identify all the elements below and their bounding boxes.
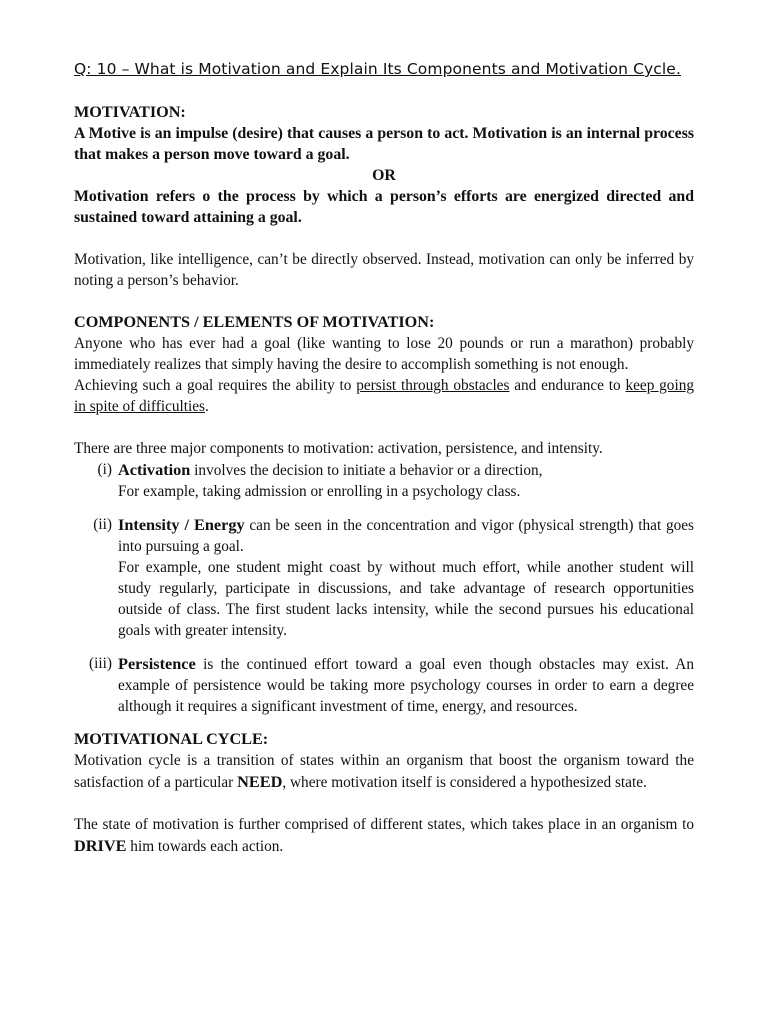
components-heading: COMPONENTS / ELEMENTS OF MOTIVATION: (74, 313, 435, 331)
components-list (74, 459, 694, 717)
list-item-activation: (i) Activation involves the decision to initiate a behavior or a direction, For example, taking admission or enrolling in a psychology class. (74, 459, 694, 502)
intensity-example: For example, one student might coast by without much effort, while another student will study regularly, participate in discussions, and take advantage of research opportunities outside of class. The first student lacks intensity, while the second pursues his educational goals with greater intensity. (118, 559, 694, 639)
motivation-note: Motivation, like intelligence, can’t be directly observed. Instead, motivation can only be inferred by noting a person’s behavior. (74, 251, 694, 289)
term-persistence: Persistence (118, 654, 196, 673)
components-paragraph-2: Achieving such a goal requires the ability to persist through obstacles and endurance to keep going in spite of difficulties. (74, 377, 695, 415)
motivation-definition-2: Motivation refers o the process by which a person’s efforts are energized directed and sustained toward attaining a goal. (74, 188, 694, 226)
list-item-intensity: (ii) Intensity / Energy can be seen in the concentration and vigor (physical strength) that goes into pursuing a goal. For example, one student might coast by without much effort, while another student will study regularly, participate in discussions, and take advantage of research opportunities outside of class. The first student lacks intensity, while the second pursues his educational goals with greater intensity. (74, 514, 694, 641)
components-paragraph-1: Anyone who has ever had a goal (like wanting to lose 20 pounds or run a marathon) probably immediately realizes that simply having the desire to accomplish something is not enough. (74, 335, 694, 373)
list-number: (i) (97, 461, 112, 478)
underlined-phrase-persist: persist through obstacles (356, 377, 510, 394)
activation-example: For example, taking admission or enrolling in a psychology class. (118, 483, 521, 500)
keyword-drive: DRIVE (74, 836, 127, 855)
cycle-heading: MOTIVATIONAL CYCLE: (74, 730, 269, 748)
list-number: (ii) (93, 516, 112, 533)
underlined-phrase-keep-going: keep going in spite of difficulties (74, 377, 695, 415)
keyword-need: NEED (237, 772, 283, 791)
document-page (74, 58, 694, 857)
motivation-heading: MOTIVATION: (74, 103, 186, 121)
cycle-paragraph-2: The state of motivation is further comprised of different states, which takes place in an organism to DRIVE him towards each action. (74, 816, 694, 855)
components-intro: There are three major components to motivation: activation, persistence, and intensity. (74, 440, 603, 457)
term-activation: Activation (118, 460, 191, 479)
or-separator: OR (372, 167, 396, 184)
list-item-persistence: (iii) Persistence is the continued effort toward a goal even though obstacles may exist. An example of persistence would be taking more psychology courses in order to earn a degree although it requires a significant investment of time, energy, and resources. (74, 653, 694, 717)
list-number: (iii) (89, 655, 112, 672)
motivation-definition-1: A Motive is an impulse (desire) that causes a person to act. Motivation is an internal process that makes a person move toward a goal. (74, 125, 694, 163)
term-intensity: Intensity / Energy (118, 515, 245, 534)
question-title: Q: 10 – What is Motivation and Explain Its Components and Motivation Cycle. (74, 60, 681, 78)
cycle-paragraph-1: Motivation cycle is a transition of states within an organism that boost the organism toward the satisfaction of a particular NEED, where motivation itself is considered a hypothesized state. (74, 752, 694, 791)
